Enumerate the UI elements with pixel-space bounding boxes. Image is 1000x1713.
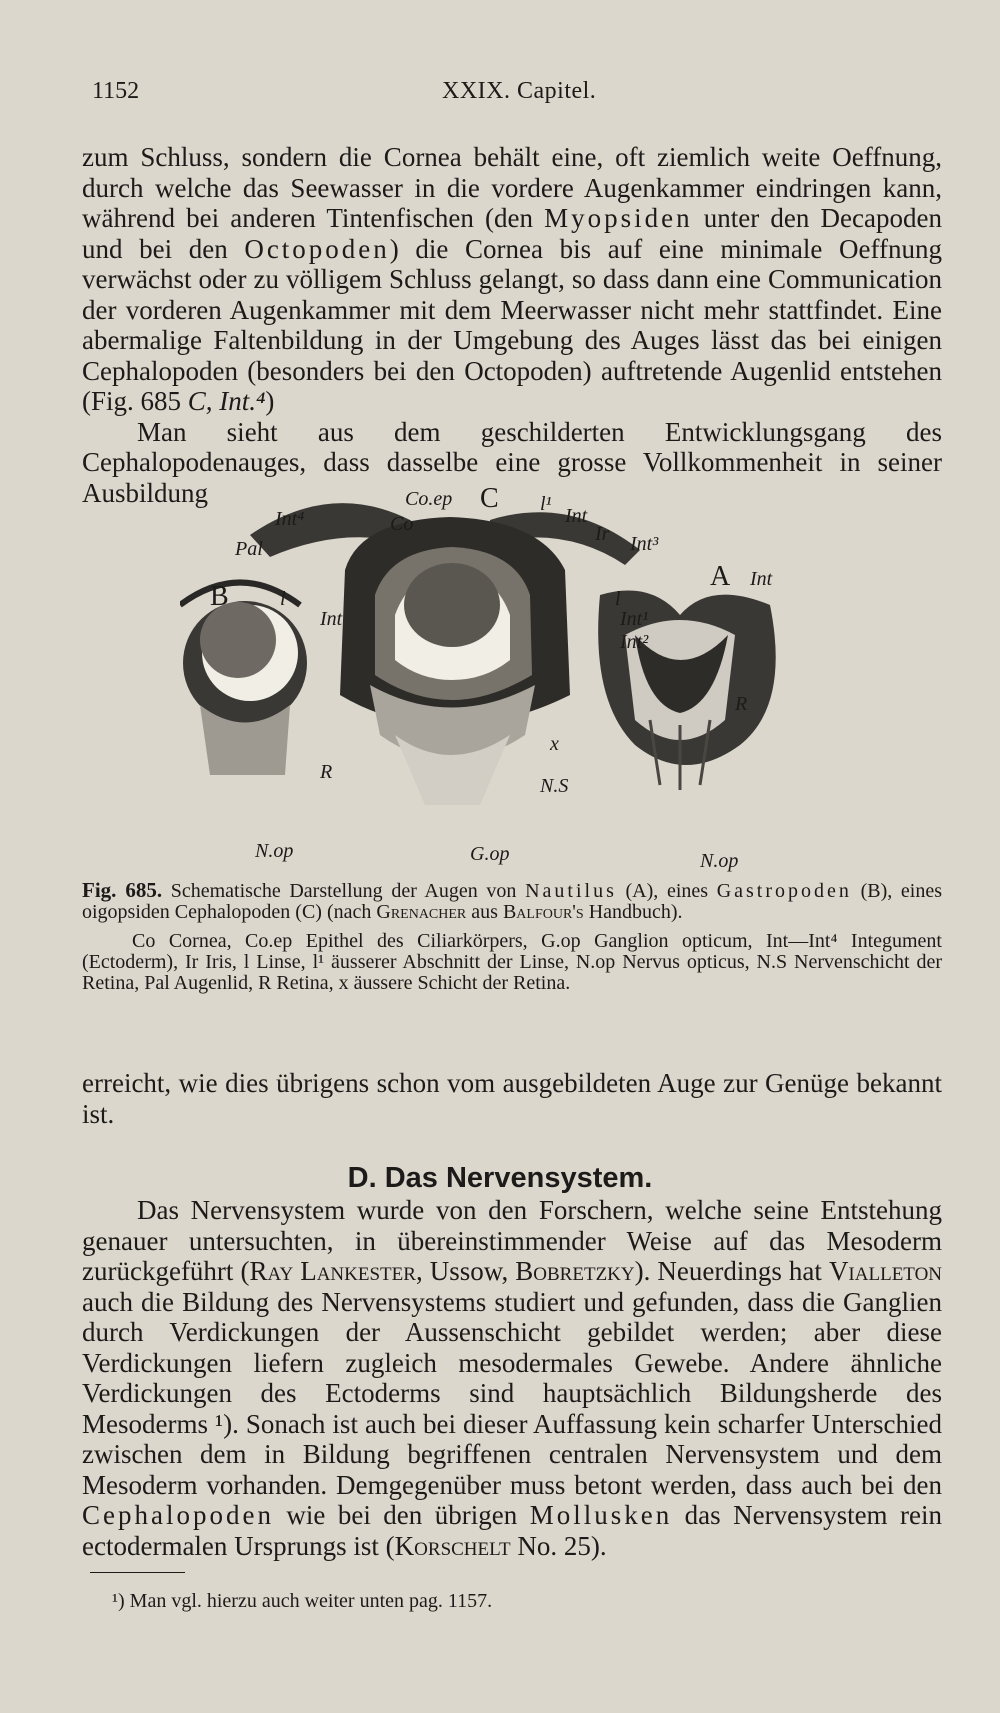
label-gop: G.op [470,843,510,865]
term-octopoden: Octopoden [244,233,390,264]
section-heading: D. Das Nervensystem. [347,1162,653,1194]
paragraph-nervensystem: Das Nervensystem wurde von den Forschern, welche seine Entstehung genauer untersuchten, in übereinstimmender Weise auf das Mesoderm zurückgeführt (Ray Lankester, Ussow, Bobretzky). Neuerdings hat Vialleton auch die Bildung des Nervensystems studiert und gefunden, dass die Ganglien durch Verdickungen der Aussenschicht gebildet werden; aber diese Verdickungen liefern zugleich mesodermales Gewebe. Andere ähnliche Verdickungen des Ectoderms sind hauptsächlich Bildungsherde des Mesoderms ¹). Sonach ist auch bei dieser Auffassung kein scharfer Unterschied zwischen dem in Bildung begriffenen centralen Nervensystem und dem Mesoderm vorhanden. Demgegenüber muss betont werden, dass auch bei den Cephalopoden wie bei den übrigen Mollusken das Nervensystem rein ectodermalen Ursprungs ist (Korschelt No. 25). [82,1195,943,1561]
footnote-marker: ¹) [215,1408,233,1439]
label-int4: Int⁴ [275,508,305,530]
label-ir: Ir [595,523,610,545]
label-x: x [550,733,559,755]
label-a: A [710,561,731,592]
page-number: 1152 [92,78,140,104]
figure-number: Fig. 685. [82,878,163,902]
caption-legend: Co Cornea, Co.ep Epithel des Ciliarkörpers, G.op Ganglion opticum, Int—Int⁴ Integument (Ectoderm), Ir Iris, l Linse, l¹ äusserer Abschnitt der Linse, N.op Nervus opticus, N.S Nervenschicht der Retina, Pal Augenlid, R Retina, x äussere Schicht der Retina. [82,930,942,994]
label-int-a: Int [750,568,773,590]
label-r-a: R [735,693,748,715]
chapter-title: XXIX. Capitel. [442,78,597,104]
label-l-c: l [615,588,621,610]
figure-685 [180,485,830,885]
caption-title: Fig. 685. Schematische Darstellung der Augen von Nautilus (A), eines Gastropoden (B), eines oigopsiden Cephalopoden (C) (nach Grenacher aus Balfour's Handbuch). [82,878,942,923]
label-co: Co [390,513,414,535]
label-nop-a: N.op [700,850,739,872]
label-c: C [480,485,499,514]
label-nop-b: N.op [255,840,294,862]
footnote-rule [90,1572,185,1573]
figure-caption [82,880,942,1002]
eye-b-drawing [180,583,307,776]
label-int3: Int³ [630,533,659,555]
label-ns: N.S [540,775,569,797]
label-int1: Int¹ [620,608,649,630]
eye-c-drawing [250,503,640,805]
label-l1: l¹ [540,493,552,515]
footnote: ¹) Man vgl. hierzu auch weiter unten pag. 1157. [112,1590,493,1612]
label-r-b: R [320,761,333,783]
eye-diagram-illustration [180,485,830,885]
label-int2: Int² [620,631,649,653]
figure-reference: C, Int.⁴ [187,386,266,416]
paragraph-cephalopod-eye: zum Schluss, sondern die Cornea behält eine, oft ziemlich weite Oeffnung, durch welche das Seewasser in die vordere Augenkammer eindringen kann, während bei anderen Tintenfischen (den Myopsiden unter den Decapoden und bei den Octopoden) die Cornea bis auf eine minimale Oeffnung verwächst oder zu völligem Schluss gelangt, so dass dann eine Communication der vorderen Augenkammer mit dem Meerwasser nicht mehr stattfindet. Eine abermalige Faltenbildung in der Umgebung des Auges lässt das bei einigen Cephalopoden (besonders bei den Octopoden) auftretende Augenlid entstehen (Fig. 685 C, Int.⁴) Man sieht aus dem geschilderten Entwicklungsgang des Cephalopodenauges, dass dasselbe eine grosse Vollkommenheit in seiner Ausbildung [82,142,942,508]
label-int-c: Int [565,505,588,527]
label-coep: Co.ep [405,488,453,510]
label-b: B [210,581,229,612]
label-l-b: l [280,588,286,610]
paragraph-start-conclusion: Man sieht aus dem geschilderten Entwicklungsgang des Cephalopodenauges, dass dasselbe eine grosse Vollkommenheit in seiner Ausbildung [82,416,942,508]
running-head [92,78,908,108]
label-pal: Pal [235,538,263,560]
term-myopsiden: Myopsiden [544,203,693,233]
paragraph-end: erreicht, wie dies übrigens schon vom ausgebildeten Auge zur Genüge bekannt ist. [82,1068,942,1129]
label-int-b: Int [320,608,343,630]
